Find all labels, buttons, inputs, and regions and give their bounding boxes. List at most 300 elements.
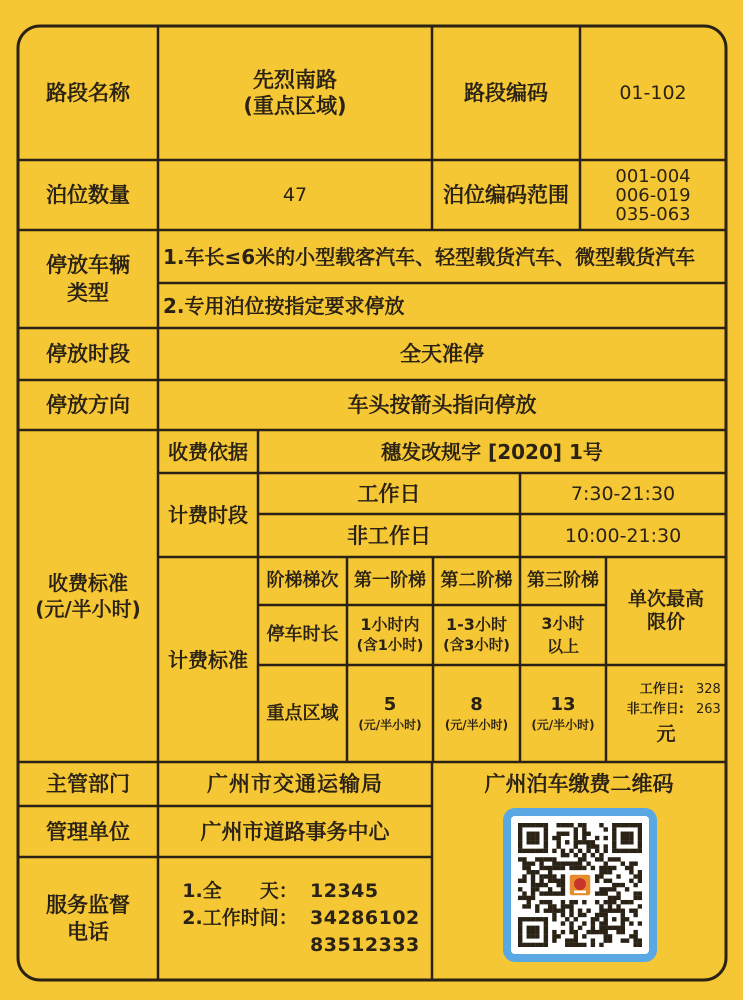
road-name-label: 路段名称 [46, 81, 130, 105]
qr-module [616, 904, 620, 908]
qr-module [625, 840, 629, 844]
berth-count-label: 泊位数量 [46, 183, 130, 207]
qr-module [616, 926, 620, 930]
qr-module [518, 938, 522, 942]
qr-module [629, 861, 633, 865]
qr-module [612, 857, 616, 861]
qr-module [574, 853, 578, 857]
price-tier-2 [433, 665, 520, 762]
qr-module [518, 934, 522, 938]
parking-period-label: 停放时段 [46, 342, 130, 366]
qr-module [582, 853, 586, 857]
qr-module [625, 900, 629, 904]
qr-module [561, 900, 565, 904]
qr-module [582, 840, 586, 844]
qr-module [629, 840, 633, 844]
qr-module [544, 832, 548, 836]
qr-module [556, 883, 560, 887]
qr-module [612, 844, 616, 848]
qr-module [556, 832, 560, 836]
vehicle-type-label-line2: 类型 [67, 281, 109, 305]
max-price-workday [606, 680, 726, 700]
qr-module [565, 840, 569, 844]
qr-module [608, 896, 612, 900]
qr-module [544, 883, 548, 887]
qr-module [561, 853, 565, 857]
qr-module [638, 879, 642, 883]
qr-module [518, 827, 522, 831]
qr-module [531, 832, 535, 836]
qr-module [569, 943, 573, 947]
qr-module [569, 904, 573, 908]
qr-module [621, 836, 625, 840]
qr-module [569, 866, 573, 870]
nonworkday-label: 非工作日 [347, 523, 431, 548]
qr-module [544, 844, 548, 848]
qr-module [591, 943, 595, 947]
qr-module [552, 836, 556, 840]
qr-module [535, 849, 539, 853]
qr-module [629, 921, 633, 925]
qr-module [518, 887, 522, 891]
qr-module [621, 823, 625, 827]
qr-module [574, 832, 578, 836]
qr-module [548, 887, 552, 891]
qr-module [612, 832, 616, 836]
qr-module [561, 883, 565, 887]
qr-module [608, 857, 612, 861]
qr-module [608, 904, 612, 908]
management-value: 广州市道路事务中心 [200, 819, 390, 844]
hotline-label [18, 857, 158, 980]
qr-module [556, 866, 560, 870]
max-price-unit: 元 [656, 722, 676, 745]
qr-module [638, 874, 642, 878]
qr-module [535, 883, 539, 887]
fee-standard-label [18, 430, 158, 762]
qr-module [578, 943, 582, 947]
qr-module [625, 917, 629, 921]
qr-module [608, 879, 612, 883]
qr-module [535, 836, 539, 840]
qr-module [544, 857, 548, 861]
qr-module [586, 844, 590, 848]
qr-module [616, 891, 620, 895]
qr-module [595, 930, 599, 934]
qr-module [522, 943, 526, 947]
qr-module [522, 891, 526, 895]
qr-module [578, 849, 582, 853]
qr-module [578, 866, 582, 870]
max-price-nonworkday-value: 263 [696, 701, 721, 717]
qr-module [621, 832, 625, 836]
qr-module [599, 853, 603, 857]
qr-module [621, 938, 625, 942]
qr-module [552, 904, 556, 908]
qr-module [548, 909, 552, 913]
qr-module [552, 917, 556, 921]
qr-module [535, 857, 539, 861]
qr-module [561, 909, 565, 913]
qr-module [569, 861, 573, 865]
berth-range-item: 001-004 [615, 165, 691, 187]
qr-module [574, 917, 578, 921]
qr-module [527, 861, 531, 865]
qr-module [612, 883, 616, 887]
qr-module [531, 930, 535, 934]
qr-module [599, 913, 603, 917]
qr-module [629, 836, 633, 840]
qr-module [544, 943, 548, 947]
qr-module [608, 900, 612, 904]
qr-module [638, 938, 642, 942]
qr-module [574, 836, 578, 840]
qr-module [578, 840, 582, 844]
qr-module [565, 853, 569, 857]
max-price-nonworkday-label: 非工作日: [626, 701, 684, 717]
qr-module [539, 857, 543, 861]
berth-count-value: 47 [282, 184, 308, 206]
qr-module [586, 849, 590, 853]
qr-module [595, 849, 599, 853]
qr-module [531, 926, 535, 930]
qr-module [612, 827, 616, 831]
qr-module [522, 849, 526, 853]
qr-module [569, 926, 573, 930]
qr-module [595, 913, 599, 917]
qr-module [612, 849, 616, 853]
qr-module [604, 900, 608, 904]
qr-module [638, 827, 642, 831]
qr-module [633, 849, 637, 853]
qr-module [574, 827, 578, 831]
qr-module [531, 883, 535, 887]
qr-module [518, 930, 522, 934]
qr-module [552, 849, 556, 853]
qr-module [608, 926, 612, 930]
qr-module [518, 879, 522, 883]
qr-module [531, 943, 535, 947]
qr-module [544, 823, 548, 827]
hotline-row [170, 905, 420, 932]
qr-module [591, 866, 595, 870]
qr-module [578, 913, 582, 917]
tier-header: 阶梯梯次 [266, 570, 339, 591]
qr-module [561, 879, 565, 883]
qr-module [574, 861, 578, 865]
qr-module [633, 883, 637, 887]
price-value: 8 [470, 693, 483, 715]
qr-module [582, 943, 586, 947]
qr-module [612, 900, 616, 904]
qr-module [621, 900, 625, 904]
qr-module [531, 840, 535, 844]
qr-module [574, 840, 578, 844]
price-tier-3 [520, 665, 606, 762]
qr-module [638, 943, 642, 947]
qr-module [578, 909, 582, 913]
billing-standard-label: 计费标准 [168, 647, 248, 672]
duration-note: (含3小时) [443, 638, 510, 654]
qr-module [552, 913, 556, 917]
qr-module [569, 930, 573, 934]
qr-module [544, 909, 548, 913]
qr-module [552, 938, 556, 942]
qr-module [544, 849, 548, 853]
qr-module [556, 891, 560, 895]
qr-module [569, 849, 573, 853]
qr-module [569, 938, 573, 942]
qr-module [604, 887, 608, 891]
qr-module [556, 840, 560, 844]
qr-module [518, 917, 522, 921]
qr-module [548, 879, 552, 883]
qr-module [527, 904, 531, 908]
qr-module [552, 909, 556, 913]
qr-module [556, 879, 560, 883]
qr-module [535, 832, 539, 836]
qr-module [599, 857, 603, 861]
qr-module [599, 904, 603, 908]
qr-module [552, 934, 556, 938]
qr-module [595, 844, 599, 848]
qr-module [565, 917, 569, 921]
qr-module [539, 823, 543, 827]
qr-module [561, 904, 565, 908]
parking-direction-value: 车头按箭头指向停放 [347, 393, 537, 417]
qr-module [527, 934, 531, 938]
qr-module [548, 874, 552, 878]
hotline-row-label: 2.工作时间： [182, 907, 298, 929]
qr-module [544, 921, 548, 925]
vehicle-type-label-line1: 停放车辆 [46, 253, 130, 277]
qr-module [522, 874, 526, 878]
qr-module [604, 891, 608, 895]
qr-module [574, 934, 578, 938]
qr-module [612, 840, 616, 844]
qr-module [586, 909, 590, 913]
price-unit: (元/半小时) [531, 717, 595, 732]
qr-module [522, 823, 526, 827]
qr-module [522, 917, 526, 921]
qr-module [574, 943, 578, 947]
qr-module [518, 921, 522, 925]
authority-label: 主管部门 [46, 772, 130, 796]
qr-module [565, 938, 569, 942]
qr-module [527, 840, 531, 844]
qr-module [544, 874, 548, 878]
qr-module [569, 900, 573, 904]
qr-module [612, 887, 616, 891]
qr-module [582, 934, 586, 938]
qr-module [535, 887, 539, 891]
qr-module [544, 926, 548, 930]
qr-module [531, 861, 535, 865]
qr-module [616, 896, 620, 900]
qr-module [625, 866, 629, 870]
qr-module [629, 909, 633, 913]
qr-module [638, 870, 642, 874]
price-value: 13 [550, 693, 576, 715]
qr-module [518, 832, 522, 836]
qr-module [561, 930, 565, 934]
qr-module [522, 857, 526, 861]
qr-module [621, 930, 625, 934]
qr-module [604, 827, 608, 831]
duration-note: (含1小时) [356, 638, 424, 654]
qr-module [539, 879, 543, 883]
qr-module [527, 900, 531, 904]
hotline-number[interactable]: 34286102 [310, 907, 420, 929]
qr-module [527, 943, 531, 947]
hotline-number[interactable]: 12345 [310, 880, 379, 902]
qr-module [531, 823, 535, 827]
qr-module [616, 874, 620, 878]
qr-module [638, 844, 642, 848]
qr-module [552, 861, 556, 865]
qr-module [561, 874, 565, 878]
qr-module [539, 883, 543, 887]
qr-module [625, 887, 629, 891]
qr-module [544, 827, 548, 831]
road-code-label: 路段编码 [464, 81, 548, 105]
qr-module [548, 870, 552, 874]
qr-code-icon [518, 823, 642, 947]
qr-module [604, 849, 608, 853]
qr-module [574, 866, 578, 870]
qr-module [608, 866, 612, 870]
qr-module [518, 836, 522, 840]
qr-module [591, 921, 595, 925]
qr-module [625, 832, 629, 836]
qr-module [531, 870, 535, 874]
qr-module [578, 926, 582, 930]
qr-module [629, 934, 633, 938]
qr-module [604, 909, 608, 913]
qr-module [621, 917, 625, 921]
qr-module [621, 849, 625, 853]
hotline-numbers [158, 857, 432, 980]
qr-module [595, 891, 599, 895]
qr-module [548, 900, 552, 904]
qr-module [527, 836, 531, 840]
hotline-row-label: 1.全 天： [182, 880, 298, 902]
qr-module [539, 866, 543, 870]
qr-module [518, 844, 522, 848]
qr-module [544, 891, 548, 895]
qr-module [625, 823, 629, 827]
qr-module [544, 836, 548, 840]
qr-module [591, 840, 595, 844]
qr-module [604, 913, 608, 917]
qr-module [616, 857, 620, 861]
qr-module [621, 861, 625, 865]
qr-module [608, 887, 612, 891]
qr-module [621, 913, 625, 917]
billing-period-label: 计费时段 [168, 503, 248, 527]
qr-module [629, 866, 633, 870]
qr-module [552, 874, 556, 878]
qr-module [561, 832, 565, 836]
qr-module [629, 879, 633, 883]
vehicle-type-label [18, 230, 158, 328]
qr-module [629, 823, 633, 827]
qr-module [638, 921, 642, 925]
qr-module [604, 836, 608, 840]
qr-module [544, 840, 548, 844]
qr-module [535, 904, 539, 908]
qr-module [599, 921, 603, 925]
qr-module [565, 904, 569, 908]
qr-module [522, 879, 526, 883]
qr-module [561, 823, 565, 827]
road-code-value: 01-102 [619, 82, 687, 104]
duration-tier-3 [520, 605, 606, 665]
parking-direction-label: 停放方向 [46, 393, 130, 417]
qr-module [582, 913, 586, 917]
qr-module [518, 943, 522, 947]
qr-module [561, 887, 565, 891]
road-zone: (重点区域) [243, 94, 347, 118]
qr-module [565, 832, 569, 836]
workday-hours: 7:30-21:30 [570, 482, 676, 505]
qr-module [578, 857, 582, 861]
qr-module [531, 917, 535, 921]
qr-module [527, 870, 531, 874]
qr-module [535, 909, 539, 913]
qr-module [625, 938, 629, 942]
tier-3: 第三阶梯 [527, 570, 599, 591]
qr-module [522, 896, 526, 900]
hotline-label-line2: 电话 [67, 919, 109, 944]
qr-module [539, 849, 543, 853]
fee-basis-label: 收费依据 [168, 439, 248, 464]
qr-module [604, 930, 608, 934]
hotline-number[interactable]: 83512333 [310, 934, 420, 956]
qr-module [638, 896, 642, 900]
berth-range-values [580, 160, 726, 230]
max-price-values [606, 665, 726, 762]
qr-module [608, 870, 612, 874]
qr-module [531, 934, 535, 938]
qr-module [556, 823, 560, 827]
qr-module [608, 934, 612, 938]
qr-module [561, 861, 565, 865]
qr-module [527, 849, 531, 853]
logo-icon [568, 873, 593, 898]
duration-tier-1 [347, 605, 433, 665]
qr-module [608, 938, 612, 942]
qr-module [633, 909, 637, 913]
qr-module [633, 943, 637, 947]
qr-module [539, 943, 543, 947]
workday-label: 工作日 [357, 481, 421, 506]
qr-module [582, 823, 586, 827]
qr-module [582, 827, 586, 831]
qr-module [621, 840, 625, 844]
qr-module [522, 866, 526, 870]
qr-module [518, 823, 522, 827]
hotline-label-line1: 服务监督 [46, 892, 130, 917]
vehicle-rule-1: 1.车长≤6米的小型载客汽车、轻型载货汽车、微型载货汽车 [163, 244, 696, 269]
qr-module [569, 823, 573, 827]
qr-module [621, 926, 625, 930]
qr-module [539, 917, 543, 921]
qr-module [556, 836, 560, 840]
max-price-label-line1: 单次最高 [627, 588, 704, 610]
qr-module [544, 900, 548, 904]
qr-module [604, 938, 608, 942]
